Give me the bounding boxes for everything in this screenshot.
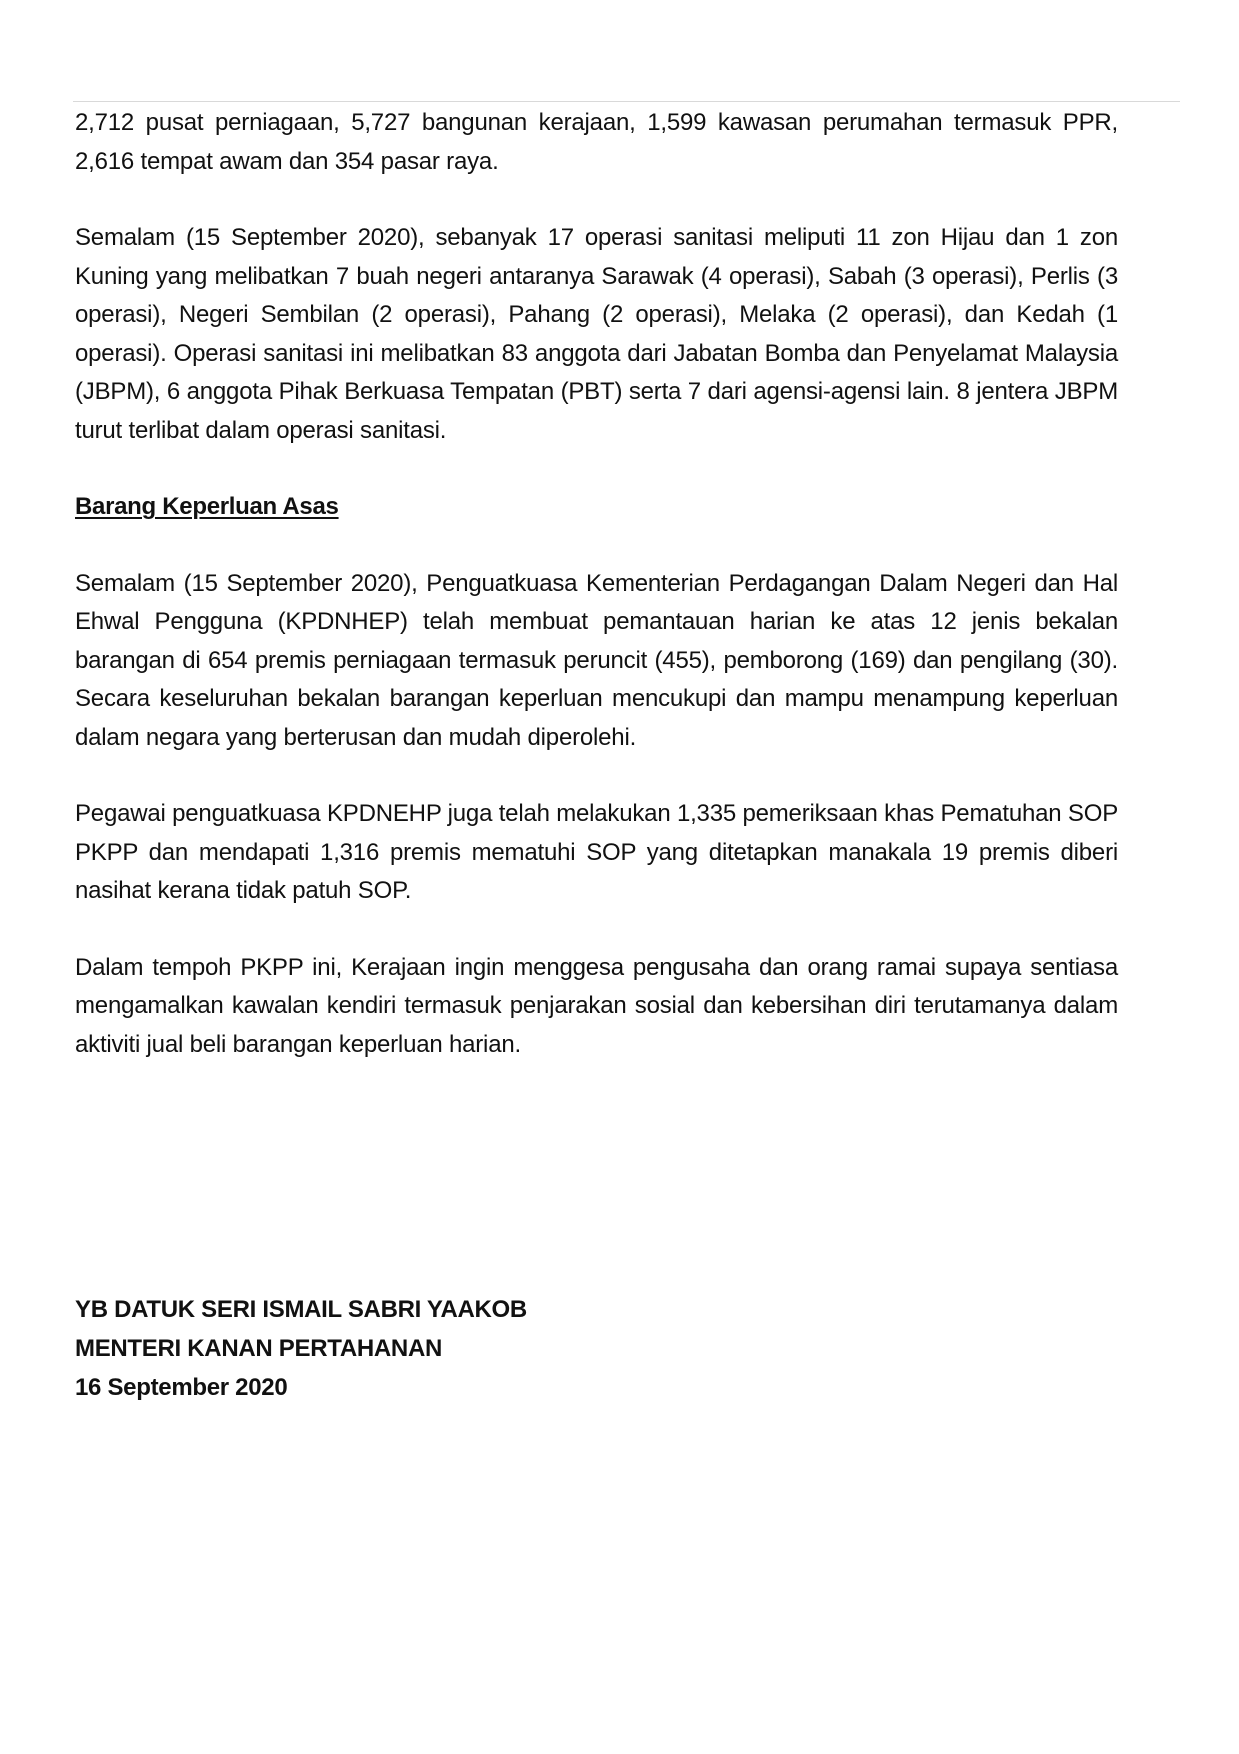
signature-block <box>75 1290 527 1407</box>
signature-date: 16 September 2020 <box>75 1374 288 1401</box>
continuation-paragraph: 2,712 pusat perniagaan, 5,727 bangunan kerajaan, 1,599 kawasan perumahan termasuk PPR, 2,616 tempat awam dan 354 pasar raya. <box>75 109 1118 175</box>
header-divider <box>73 101 1180 102</box>
signatory-title: MENTERI KANAN PERTAHANAN <box>75 1335 443 1362</box>
government-appeal-paragraph: Dalam tempoh PKPP ini, Kerajaan ingin menggesa pengusaha dan orang ramai supaya sentiasa mengamalkan kawalan kendiri termasuk penjarakan sosial dan kebersihan diri terutamanya dalam aktiviti jual beli barangan keperluan harian. <box>75 953 1118 1058</box>
sop-inspection-paragraph: Pegawai penguatkuasa KPDNEHP juga telah melakukan 1,335 pemeriksaan khas Pematuhan SOP PKPP dan mendapati 1,316 premis mematuhi SOP yang ditetapkan manakala 19 premis diberi nasihat kerana tidak patuh SOP. <box>75 800 1119 904</box>
document-body <box>75 104 1118 1102</box>
section-heading: Barang Keperluan Asas <box>75 493 339 520</box>
sanitation-paragraph: Semalam (15 September 2020), sebanyak 17 operasi sanitasi meliputi 11 zon Hijau dan 1 zon Kuning yang melibatkan 7 buah negeri antaranya Sarawak (4 operasi), Sabah (3 operasi), Perlis (3 operasi), Negeri Sembilan (2 operasi), Pahang (2 operasi), Melaka (2 operasi), dan Kedah (1 operasi). Operasi sanitasi ini melibatkan 83 anggota dari Jabatan Bomba dan Penyelamat Malaysia (JBPM), 6 anggota Pihak Berkuasa Tempatan (PBT) serta 7 dari agensi-agensi lain. 8 jentera JBPM turut terlibat dalam operasi sanitasi. <box>75 224 1118 444</box>
supplies-monitoring-paragraph: Semalam (15 September 2020), Penguatkuasa Kementerian Perdagangan Dalam Negeri dan Hal Ehwal Pengguna (KPDNHEP) telah membuat pemantauan harian ke atas 12 jenis bekalan barangan di 654 premis perniagaan termasuk peruncit (455), pemborong (169) dan pengilang (30). Secara keseluruhan bekalan barangan keperluan mencukupi dan mampu menampung keperluan dalam negara yang berterusan dan mudah diperolehi. <box>75 569 1118 751</box>
signatory-name: YB DATUK SERI ISMAIL SABRI YAAKOB <box>75 1296 527 1323</box>
